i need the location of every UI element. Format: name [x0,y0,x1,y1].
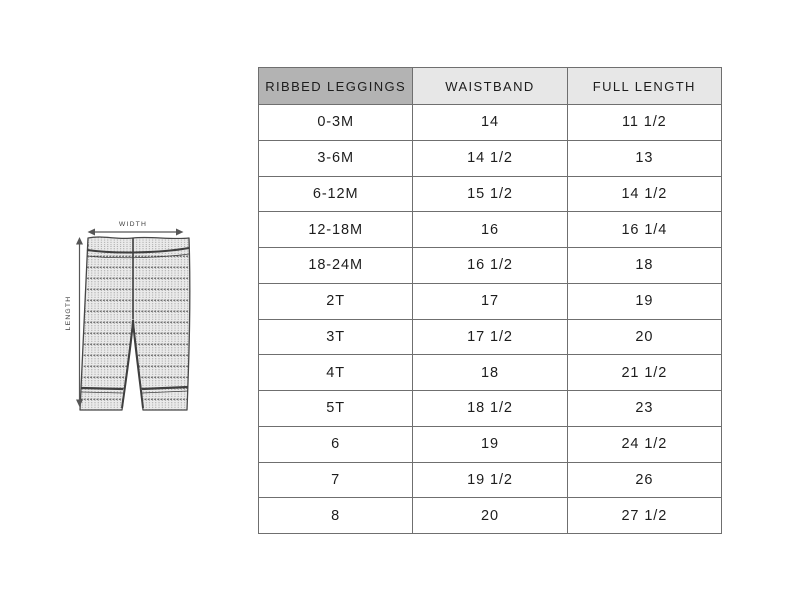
table-row [259,319,722,355]
size-cell: 6 [259,426,413,462]
waistband-cell: 17 [413,283,567,319]
full-length-cell: 11 1/2 [567,105,721,141]
full-length-cell: 27 1/2 [567,498,721,534]
table-row [259,391,722,427]
full-length-cell: 16 1/4 [567,212,721,248]
size-cell: 2T [259,283,413,319]
waistband-cell: 16 1/2 [413,248,567,284]
table-row [259,248,722,284]
table-row [259,426,722,462]
full-length-cell: 18 [567,248,721,284]
size-cell: 12-18M [259,212,413,248]
waistband-cell: 19 1/2 [413,462,567,498]
waistband-cell: 17 1/2 [413,319,567,355]
table-row [259,140,722,176]
waistband-cell: 16 [413,212,567,248]
size-cell: 4T [259,355,413,391]
waistband-cell: 19 [413,426,567,462]
table-row [259,176,722,212]
header-row [259,68,722,105]
table-row [259,283,722,319]
leggings-diagram-svg [55,213,200,418]
waistband-cell: 14 [413,105,567,141]
table-row [259,105,722,141]
table-row [259,212,722,248]
waistband-cell: 14 1/2 [413,140,567,176]
waistband-strip [89,239,188,250]
length-label: LENGTH [65,295,72,331]
waistband-cell: 20 [413,498,567,534]
full-length-cell: 13 [567,140,721,176]
waistband-cell: 18 1/2 [413,391,567,427]
full-length-cell: 19 [567,283,721,319]
width-label: WIDTH [118,221,148,228]
size-cell: 3T [259,319,413,355]
full-length-cell: 14 1/2 [567,176,721,212]
size-cell: 0-3M [259,105,413,141]
waistband-cell: 15 1/2 [413,176,567,212]
leggings-measurement-diagram [55,213,200,418]
size-cell: 6-12M [259,176,413,212]
size-cell: 3-6M [259,140,413,176]
leggings-drawing [80,237,190,410]
full-length-cell: 21 1/2 [567,355,721,391]
table-row [259,498,722,534]
size-cell: 18-24M [259,248,413,284]
size-cell: 8 [259,498,413,534]
size-cell: 7 [259,462,413,498]
header-full-length: FULL LENGTH [567,68,721,105]
table-row [259,462,722,498]
full-length-cell: 23 [567,391,721,427]
size-chart-table [258,67,722,534]
full-length-cell: 24 1/2 [567,426,721,462]
full-length-cell: 20 [567,319,721,355]
width-arrow [88,229,184,236]
waistband-cell: 18 [413,355,567,391]
full-length-cell: 26 [567,462,721,498]
header-ribbed-leggings: RIBBED LEGGINGS [259,68,413,105]
table-row [259,355,722,391]
header-waistband: WAISTBAND [413,68,567,105]
size-cell: 5T [259,391,413,427]
